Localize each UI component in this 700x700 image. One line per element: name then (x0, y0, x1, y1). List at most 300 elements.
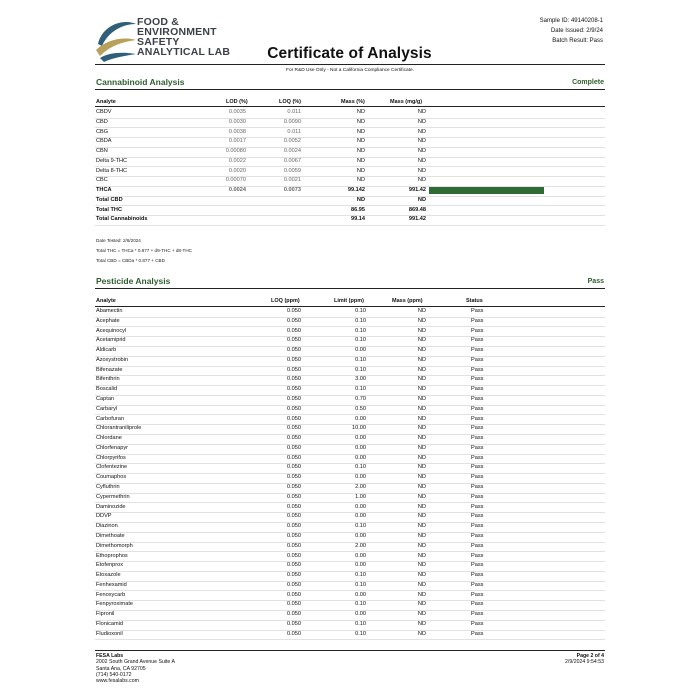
col-mass-pct: Mass (%) (341, 99, 365, 105)
footer-company: FESA Labs (96, 653, 124, 659)
cannabinoid-loq: 0.011 (287, 109, 301, 115)
row-divider (95, 551, 605, 552)
cannabinoid-analyte: Total CBD (96, 196, 123, 203)
cannabinoid-mass-mg: ND (417, 128, 426, 135)
pesticide-loq: 0.050 (287, 347, 301, 354)
pesticide-status: Pass (471, 493, 484, 500)
row-divider (95, 444, 605, 445)
row-divider (95, 336, 605, 337)
cannabinoid-mass-mg: ND (417, 109, 426, 115)
pesticide-limit: 0.10 (355, 308, 366, 314)
pesticide-status: Pass (471, 376, 484, 383)
pesticide-status: Pass (471, 572, 484, 579)
pesticide-limit: 0.10 (355, 317, 366, 324)
total-thc-formula: Total THC = THCa * 0.877 + d9-THC + d8-THC (96, 248, 192, 253)
cannabinoid-mass-mg: ND (417, 196, 426, 203)
pesticide-limit: 0.10 (355, 464, 366, 471)
row-divider (95, 176, 605, 177)
pesticide-limit: 0.10 (355, 620, 366, 627)
pesticide-mass: ND (417, 581, 426, 588)
cannabinoid-status: Complete (572, 79, 604, 86)
row-divider (95, 561, 605, 562)
pesticide-status: Pass (471, 366, 484, 373)
pesticide-loq: 0.050 (287, 611, 301, 618)
pesticide-loq: 0.050 (287, 513, 301, 520)
pesticide-status: Pass (471, 591, 484, 598)
header-divider (95, 64, 605, 65)
col-pest-limit: Limit (ppm) (334, 298, 364, 304)
pesticide-mass: ND (417, 435, 426, 442)
cannabinoid-loq: 0.0067 (283, 157, 301, 164)
row-divider (95, 571, 605, 572)
pesticide-mass: ND (417, 532, 426, 539)
pesticide-analyte: Carbaryl (96, 405, 118, 412)
row-divider (95, 590, 605, 591)
pesticide-limit: 0.00 (355, 503, 366, 510)
pesticide-analyte: Aldicarb (96, 347, 117, 354)
pesticide-mass: ND (417, 630, 426, 637)
row-divider (95, 600, 605, 601)
cannabinoid-section-title: Cannabinoid Analysis (96, 77, 185, 87)
pesticide-mass: ND (417, 611, 426, 618)
pesticide-mass: ND (417, 356, 426, 363)
pesticide-analyte: Ethoprophos (96, 552, 128, 559)
pesticide-analyte: Coumaphos (96, 474, 127, 481)
col-pest-loq: LOQ (ppm) (271, 298, 300, 304)
row-divider (95, 137, 605, 138)
pesticide-analyte: Chlordane (96, 435, 122, 442)
pesticide-analyte: Flonicamid (96, 620, 124, 627)
pesticide-analyte: Fipronil (96, 611, 115, 618)
lab-name-line-3: SAFETY (137, 36, 180, 48)
row-divider (95, 424, 605, 425)
cannabinoid-mass-mg: ND (417, 167, 426, 174)
pesticide-status: Pass (471, 503, 484, 510)
pesticide-limit: 0.00 (355, 562, 366, 569)
pesticide-analyte: Etofenprox (96, 562, 124, 569)
footer-divider (95, 650, 605, 651)
pesticide-mass: ND (417, 513, 426, 520)
pesticide-analyte: Acequinocyl (96, 327, 127, 334)
pesticide-limit: 0.00 (355, 611, 366, 618)
pesticide-status: Pass (471, 454, 484, 461)
pesticide-loq: 0.050 (287, 464, 301, 471)
row-divider (95, 454, 605, 455)
pesticide-mass: ND (417, 562, 426, 569)
pesticide-loq: 0.050 (287, 591, 301, 598)
footer-timestamp: 2/9/2024 9:54:53 (565, 659, 604, 666)
col-pest-status: Status (466, 298, 483, 304)
pesticide-loq: 0.050 (287, 327, 301, 334)
cannabinoid-loq: 0.0052 (283, 138, 301, 145)
cannabinoid-mass-pct: 86.95 (351, 206, 365, 213)
pesticide-analyte: Boscalid (96, 386, 118, 393)
cannabinoid-mass-mg: 991.42 (408, 216, 426, 223)
pesticide-status: Pass (471, 611, 484, 618)
pesticide-analyte: Fenoxycarb (96, 591, 126, 598)
pesticide-status: Pass (471, 484, 484, 491)
cannabinoid-lod: 0.0020 (228, 167, 246, 174)
row-divider (95, 157, 605, 158)
row-divider (95, 630, 605, 631)
page-title-text: Certificate of Analysis (267, 45, 432, 62)
pesticide-analyte: DDVP (96, 513, 112, 520)
pesticide-limit: 0.10 (355, 356, 366, 363)
pesticide-limit: 0.00 (355, 454, 366, 461)
cannabinoid-mass-pct: 99.142 (347, 187, 365, 193)
pesticide-status: Pass (471, 620, 484, 627)
pesticide-analyte: Abamectin (96, 308, 123, 314)
pesticide-mass: ND (417, 542, 426, 549)
total-cbd-formula: Total CBD = CBDa * 0.877 + CBD (96, 258, 165, 263)
pesticide-limit: 0.00 (355, 532, 366, 539)
cannabinoid-mass-mg: ND (417, 148, 426, 154)
pesticide-mass: ND (417, 415, 426, 422)
pesticide-status: Pass (471, 317, 484, 324)
pesticide-status: Pass (471, 552, 484, 559)
pesticide-mass: ND (417, 396, 426, 403)
pesticide-limit: 0.50 (355, 405, 366, 412)
pesticide-status: Pass (471, 601, 484, 608)
pesticide-mass: ND (417, 464, 426, 471)
pesticide-loq: 0.050 (287, 444, 301, 451)
pesticide-status: Pass (471, 327, 484, 334)
cannabinoid-analyte: CBC (96, 177, 108, 184)
row-divider (95, 346, 605, 347)
cannabinoid-lod: 0.0035 (228, 109, 246, 115)
pesticide-loq: 0.050 (287, 405, 301, 412)
cannabinoid-divider (95, 89, 605, 90)
pesticide-mass: ND (417, 601, 426, 608)
pesticide-status: Pass (471, 347, 484, 354)
pesticide-divider (95, 288, 605, 289)
cannabinoid-header-line (95, 106, 605, 107)
row-divider (95, 483, 605, 484)
pesticide-loq: 0.050 (287, 317, 301, 324)
cannabinoid-loq: 0.0073 (283, 187, 301, 193)
pesticide-analyte: Acephate (96, 317, 120, 324)
row-divider (95, 356, 605, 357)
pesticide-limit: 0.10 (355, 581, 366, 588)
pesticide-mass: ND (417, 493, 426, 500)
footer-address (96, 653, 175, 684)
pesticide-status: Pass (587, 278, 604, 285)
pesticide-mass: ND (417, 474, 426, 481)
row-divider (95, 196, 605, 197)
row-divider (95, 493, 605, 494)
pesticide-limit: 0.10 (355, 630, 366, 637)
row-divider (95, 610, 605, 611)
row-divider (95, 127, 605, 128)
cannabinoid-mass-pct: ND (356, 196, 365, 203)
cannabinoid-lod: 0.0017 (228, 138, 246, 145)
pesticide-limit: 0.70 (355, 396, 366, 403)
pesticide-analyte: Clofentezine (96, 464, 128, 471)
pesticide-loq: 0.050 (287, 581, 301, 588)
cannabinoid-analyte: CBDA (96, 138, 112, 145)
pesticide-mass: ND (417, 620, 426, 627)
row-divider (95, 205, 605, 206)
cannabinoid-loq: 0.0090 (283, 118, 301, 125)
col-loq: LOQ (%) (279, 99, 301, 105)
cannabinoid-analyte: CBD (96, 118, 108, 125)
cannabinoid-analyte: Delta 8-THC (96, 167, 128, 174)
pesticide-mass: ND (417, 591, 426, 598)
pesticide-status: Pass (471, 630, 484, 637)
pesticide-mass: ND (417, 572, 426, 579)
sample-id: Sample ID: 49140208-1 (539, 18, 603, 24)
row-divider (95, 542, 605, 543)
pesticide-mass: ND (417, 317, 426, 324)
pesticide-limit: 0.00 (355, 513, 366, 520)
cannabinoid-lod: 0.0024 (228, 187, 246, 193)
col-lod: LOD (%) (226, 99, 248, 105)
row-divider (95, 317, 605, 318)
pesticide-status: Pass (471, 513, 484, 520)
pesticide-loq: 0.050 (287, 376, 301, 383)
pesticide-status: Pass (471, 405, 484, 412)
cannabinoid-mass-pct: ND (356, 157, 365, 164)
cannabinoid-mass-pct: ND (356, 128, 365, 135)
pesticide-mass: ND (417, 425, 426, 432)
pesticide-limit: 0.10 (355, 523, 366, 530)
pesticide-loq: 0.050 (287, 366, 301, 373)
lab-name-line-4: ANALYTICAL LAB (137, 46, 231, 58)
pesticide-loq: 0.050 (287, 562, 301, 569)
cannabinoid-mass-mg: 869.48 (408, 206, 426, 213)
col-pest-mass: Mass (ppm) (392, 298, 423, 304)
pesticide-analyte: Fenpyroximate (96, 601, 133, 608)
pesticide-mass: ND (417, 376, 426, 383)
cannabinoid-loq: 0.0021 (283, 177, 301, 184)
pesticide-analyte: Fenhexamid (96, 581, 127, 588)
batch-result: Batch Result: Pass (552, 38, 603, 44)
cannabinoid-analyte: THCA (96, 187, 112, 193)
pesticide-limit: 2.00 (355, 484, 366, 491)
pesticide-status: Pass (471, 396, 484, 403)
cannabinoid-analyte: Total Cannabinoids (96, 216, 148, 223)
pesticide-status: Pass (471, 415, 484, 422)
pesticide-status: Pass (471, 435, 484, 442)
row-divider (95, 225, 605, 226)
cannabinoid-analyte: Total THC (96, 206, 122, 213)
cannabinoid-mass-pct: ND (356, 118, 365, 125)
pesticide-limit: 0.00 (355, 415, 366, 422)
cannabinoid-lod: 0.00080 (225, 148, 246, 154)
pesticide-loq: 0.050 (287, 572, 301, 579)
cannabinoid-loq: 0.0024 (283, 148, 301, 154)
pesticide-status: Pass (471, 542, 484, 549)
cannabinoid-analyte: CBDV (96, 109, 112, 115)
row-divider (95, 166, 605, 167)
pesticide-limit: 1.00 (355, 493, 366, 500)
footer-address-2: Santa Ana, CA 92705 (96, 665, 146, 672)
pesticide-analyte: Dimethomorph (96, 542, 133, 549)
date-issued: Date Issued: 2/9/24 (550, 28, 603, 34)
pesticide-loq: 0.050 (287, 484, 301, 491)
pesticide-mass: ND (417, 308, 426, 314)
row-divider (95, 512, 605, 513)
lab-name-line-1: FOOD & (137, 16, 180, 28)
pesticide-analyte: Chlorantraniliprole (96, 425, 142, 432)
pesticide-status: Pass (471, 474, 484, 481)
pesticide-status: Pass (471, 581, 484, 588)
pesticide-limit: 0.10 (355, 572, 366, 579)
pesticide-loq: 0.050 (287, 532, 301, 539)
pesticide-analyte: Bifenthrin (96, 376, 120, 383)
cannabinoid-lod: 0.00070 (225, 177, 246, 184)
footer-phone: (714) 540-0172 (96, 671, 132, 678)
row-divider (95, 620, 605, 621)
pesticide-analyte: Carbofuran (96, 415, 124, 422)
cannabinoid-mass-pct: 99.14 (351, 216, 365, 223)
cannabinoid-analyte: CBN (96, 148, 108, 154)
pesticide-limit: 2.00 (355, 542, 366, 549)
row-divider (95, 473, 605, 474)
pesticide-analyte: Dimethoate (96, 532, 125, 539)
pesticide-loq: 0.050 (287, 523, 301, 530)
row-divider (95, 375, 605, 376)
pesticide-analyte: Chlorfenapyr (96, 444, 129, 451)
pesticide-loq: 0.050 (287, 503, 301, 510)
page-title (0, 45, 700, 63)
footer-address-1: 2002 South Grand Avenue Suite A (96, 659, 175, 666)
row-divider (95, 502, 605, 503)
pesticide-limit: 0.00 (355, 347, 366, 354)
footer-page-info (565, 653, 604, 666)
pesticide-analyte: Azoxystrobin (96, 356, 129, 363)
cannabinoid-mass-mg: ND (417, 118, 426, 125)
cannabinoid-mass-pct: ND (356, 167, 365, 174)
cannabinoid-analyte: CBG (96, 128, 109, 135)
pesticide-analyte: Fludioxonil (96, 630, 123, 637)
cannabinoid-mass-pct: ND (356, 109, 365, 115)
date-tested: Date Tested: 2/8/2024 (96, 238, 141, 243)
pesticide-mass: ND (417, 337, 426, 344)
pesticide-analyte: Chlorpyrifos (96, 454, 126, 461)
pesticide-loq: 0.050 (287, 552, 301, 559)
cannabinoid-mass-pct: ND (356, 138, 365, 145)
pesticide-mass: ND (417, 552, 426, 559)
row-divider (95, 405, 605, 406)
pesticide-limit: 10.00 (352, 425, 366, 432)
footer-page-number: Page 2 of 4 (576, 653, 604, 659)
row-divider (95, 581, 605, 582)
pesticide-limit: 3.00 (355, 376, 366, 383)
row-divider (95, 463, 605, 464)
row-divider (95, 215, 605, 216)
row-divider (95, 639, 605, 640)
pesticide-loq: 0.050 (287, 454, 301, 461)
pesticide-limit: 0.00 (355, 435, 366, 442)
sample-meta (540, 16, 603, 46)
pesticide-limit: 0.10 (355, 366, 366, 373)
cannabinoid-mass-mg: ND (417, 138, 426, 145)
pesticide-analyte: Cyfluthrin (96, 484, 120, 491)
cannabinoid-lod: 0.0030 (228, 118, 246, 125)
pesticide-loq: 0.050 (287, 542, 301, 549)
pesticide-loq: 0.050 (287, 620, 301, 627)
pesticide-status: Pass (471, 562, 484, 569)
row-divider (95, 395, 605, 396)
pesticide-loq: 0.050 (287, 435, 301, 442)
pesticide-analyte: Diazinon (96, 523, 118, 530)
col-mass-mg: Mass (mg/g) (390, 99, 423, 105)
cannabinoid-mass-pct: ND (356, 148, 365, 154)
pesticide-limit: 0.00 (355, 591, 366, 598)
pesticide-status: Pass (471, 386, 484, 393)
row-divider (95, 414, 605, 415)
pesticide-status: Pass (471, 425, 484, 432)
pesticide-loq: 0.050 (287, 337, 301, 344)
pesticide-loq: 0.050 (287, 396, 301, 403)
pesticide-loq: 0.050 (287, 356, 301, 363)
row-divider (95, 522, 605, 523)
pesticide-mass: ND (417, 523, 426, 530)
pesticide-mass: ND (417, 444, 426, 451)
row-divider (95, 147, 605, 148)
pesticide-mass: ND (417, 327, 426, 334)
pesticide-analyte: Daminozide (96, 503, 126, 510)
cannabinoid-loq: 0.011 (287, 128, 301, 135)
pesticide-limit: 0.10 (355, 327, 366, 334)
pesticide-section-title: Pesticide Analysis (96, 276, 171, 286)
pesticide-analyte: Acetamiprid (96, 337, 126, 344)
pesticide-limit: 0.10 (355, 601, 366, 608)
pesticide-analyte: Bifenazate (96, 366, 123, 373)
thca-mass-bar (429, 187, 544, 194)
pesticide-mass: ND (417, 386, 426, 393)
pesticide-mass: ND (417, 347, 426, 354)
pesticide-loq: 0.050 (287, 308, 301, 314)
pesticide-limit: 0.10 (355, 337, 366, 344)
row-divider (95, 385, 605, 386)
pesticide-loq: 0.050 (287, 415, 301, 422)
pesticide-mass: ND (417, 405, 426, 412)
row-divider (95, 118, 605, 119)
row-divider (95, 366, 605, 367)
pesticide-analyte: Cypermethrin (96, 493, 130, 500)
pesticide-loq: 0.050 (287, 474, 301, 481)
compliance-note: For R&D Use Only - Not a California Compliance Certificate. (286, 68, 414, 73)
row-divider (95, 434, 605, 435)
footer-website[interactable]: www.fesalabs.com (96, 678, 139, 685)
pesticide-status: Pass (471, 464, 484, 471)
pesticide-loq: 0.050 (287, 493, 301, 500)
pesticide-mass: ND (417, 366, 426, 373)
cannabinoid-mass-mg: ND (417, 177, 426, 184)
pesticide-mass: ND (417, 454, 426, 461)
cannabinoid-mass-mg: 991.42 (408, 187, 426, 193)
cannabinoid-lod: 0.0038 (228, 128, 246, 135)
lab-name-line-2: ENVIRONMENT (137, 26, 217, 38)
pesticide-status: Pass (471, 308, 484, 314)
pesticide-status: Pass (471, 337, 484, 344)
pesticide-limit: 0.00 (355, 444, 366, 451)
cannabinoid-mass-pct: ND (356, 177, 365, 184)
col-pest-analyte: Analyte (96, 298, 116, 304)
cannabinoid-mass-mg: ND (417, 157, 426, 164)
pesticide-loq: 0.050 (287, 630, 301, 637)
pesticide-header-line (95, 306, 605, 307)
cannabinoid-loq: 0.0059 (283, 167, 301, 174)
pesticide-mass: ND (417, 484, 426, 491)
pesticide-loq: 0.050 (287, 425, 301, 432)
pesticide-status: Pass (471, 523, 484, 530)
row-divider (95, 532, 605, 533)
cannabinoid-lod: 0.0022 (228, 157, 246, 164)
row-divider (95, 326, 605, 327)
